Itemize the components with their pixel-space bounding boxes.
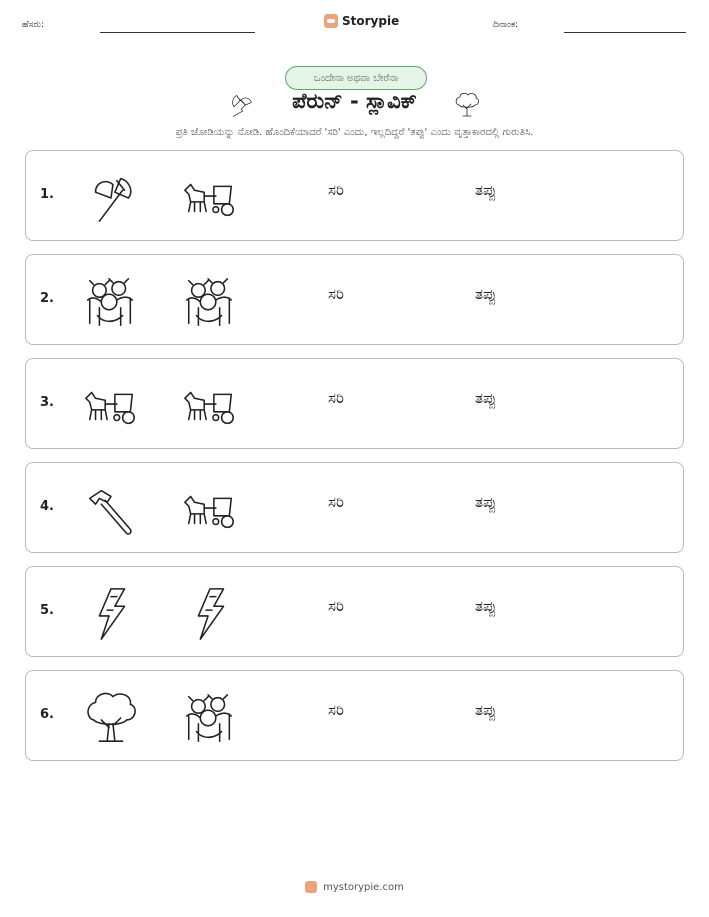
false-option[interactable]: ತಪ್ಪು bbox=[475, 493, 497, 511]
true-option[interactable]: ಸರಿ bbox=[328, 285, 344, 303]
question-row bbox=[25, 462, 684, 553]
question-number: 1. bbox=[40, 187, 54, 202]
question-row bbox=[25, 358, 684, 449]
true-option[interactable]: ಸರಿ bbox=[328, 597, 344, 615]
name-field[interactable] bbox=[100, 32, 255, 33]
name-label: ಹೆಸರು: bbox=[22, 20, 45, 30]
brand-logo bbox=[324, 14, 399, 28]
footer bbox=[0, 881, 709, 893]
horse-carriage-icon bbox=[181, 377, 239, 435]
lightning-icon bbox=[82, 585, 140, 643]
footer-url[interactable]: mystorypie.com bbox=[323, 881, 404, 893]
question-number: 6. bbox=[40, 707, 54, 722]
date-field[interactable] bbox=[564, 32, 686, 33]
horse-carriage-icon bbox=[181, 169, 239, 227]
page-title: ಪೆರುನ್ - ಸ್ಲಾವಿಕ್ bbox=[292, 89, 417, 113]
cattle-herd-icon bbox=[181, 689, 239, 747]
question-number: 2. bbox=[40, 291, 54, 306]
false-option[interactable]: ತಪ್ಪು bbox=[475, 181, 497, 199]
horse-carriage-icon bbox=[82, 377, 140, 435]
oak-tree-icon bbox=[82, 689, 140, 747]
false-option[interactable]: ತಪ್ಪು bbox=[475, 285, 497, 303]
oak-tree-icon bbox=[452, 90, 482, 120]
lightning-icon bbox=[181, 585, 239, 643]
cattle-herd-icon bbox=[181, 273, 239, 331]
cattle-herd-icon bbox=[82, 273, 140, 331]
date-label: ದಿನಾಂಕ: bbox=[493, 20, 519, 30]
question-number: 5. bbox=[40, 603, 54, 618]
true-option[interactable]: ಸರಿ bbox=[328, 701, 344, 719]
brand-name: Storypie bbox=[342, 14, 400, 28]
worksheet-header bbox=[0, 14, 709, 36]
hammer-icon bbox=[82, 481, 140, 539]
axe-icon bbox=[82, 169, 140, 227]
activity-badge: ಒಂದೇನಾ ಅಥವಾ ಬೇರೆನಾ bbox=[285, 66, 427, 90]
false-option[interactable]: ತಪ್ಪು bbox=[475, 701, 497, 719]
question-row bbox=[25, 670, 684, 761]
false-option[interactable]: ತಪ್ಪು bbox=[475, 389, 497, 407]
question-row bbox=[25, 150, 684, 241]
false-option[interactable]: ತಪ್ಪು bbox=[475, 597, 497, 615]
storypie-logo-icon bbox=[305, 881, 317, 893]
true-option[interactable]: ಸರಿ bbox=[328, 389, 344, 407]
true-option[interactable]: ಸರಿ bbox=[328, 493, 344, 511]
true-option[interactable]: ಸರಿ bbox=[328, 181, 344, 199]
question-row bbox=[25, 254, 684, 345]
question-number: 4. bbox=[40, 499, 54, 514]
question-row bbox=[25, 566, 684, 657]
horse-carriage-icon bbox=[181, 481, 239, 539]
storypie-logo-icon bbox=[324, 14, 338, 28]
instruction-text: ಪ್ರತಿ ಜೋಡಿಯನ್ನು ನೋಡಿ. ಹೊಂದಿಕೆಯಾದರೆ 'ಸರಿ' ಎಂದು, ಇಲ್ಲದಿದ್ದರೆ 'ತಪ್ಪು' ಎಂದು ವೃತ್ತಾಕಾರದಲ್ಲಿ ಗುರುತಿಸಿ. bbox=[175, 127, 534, 138]
question-number: 3. bbox=[40, 395, 54, 410]
